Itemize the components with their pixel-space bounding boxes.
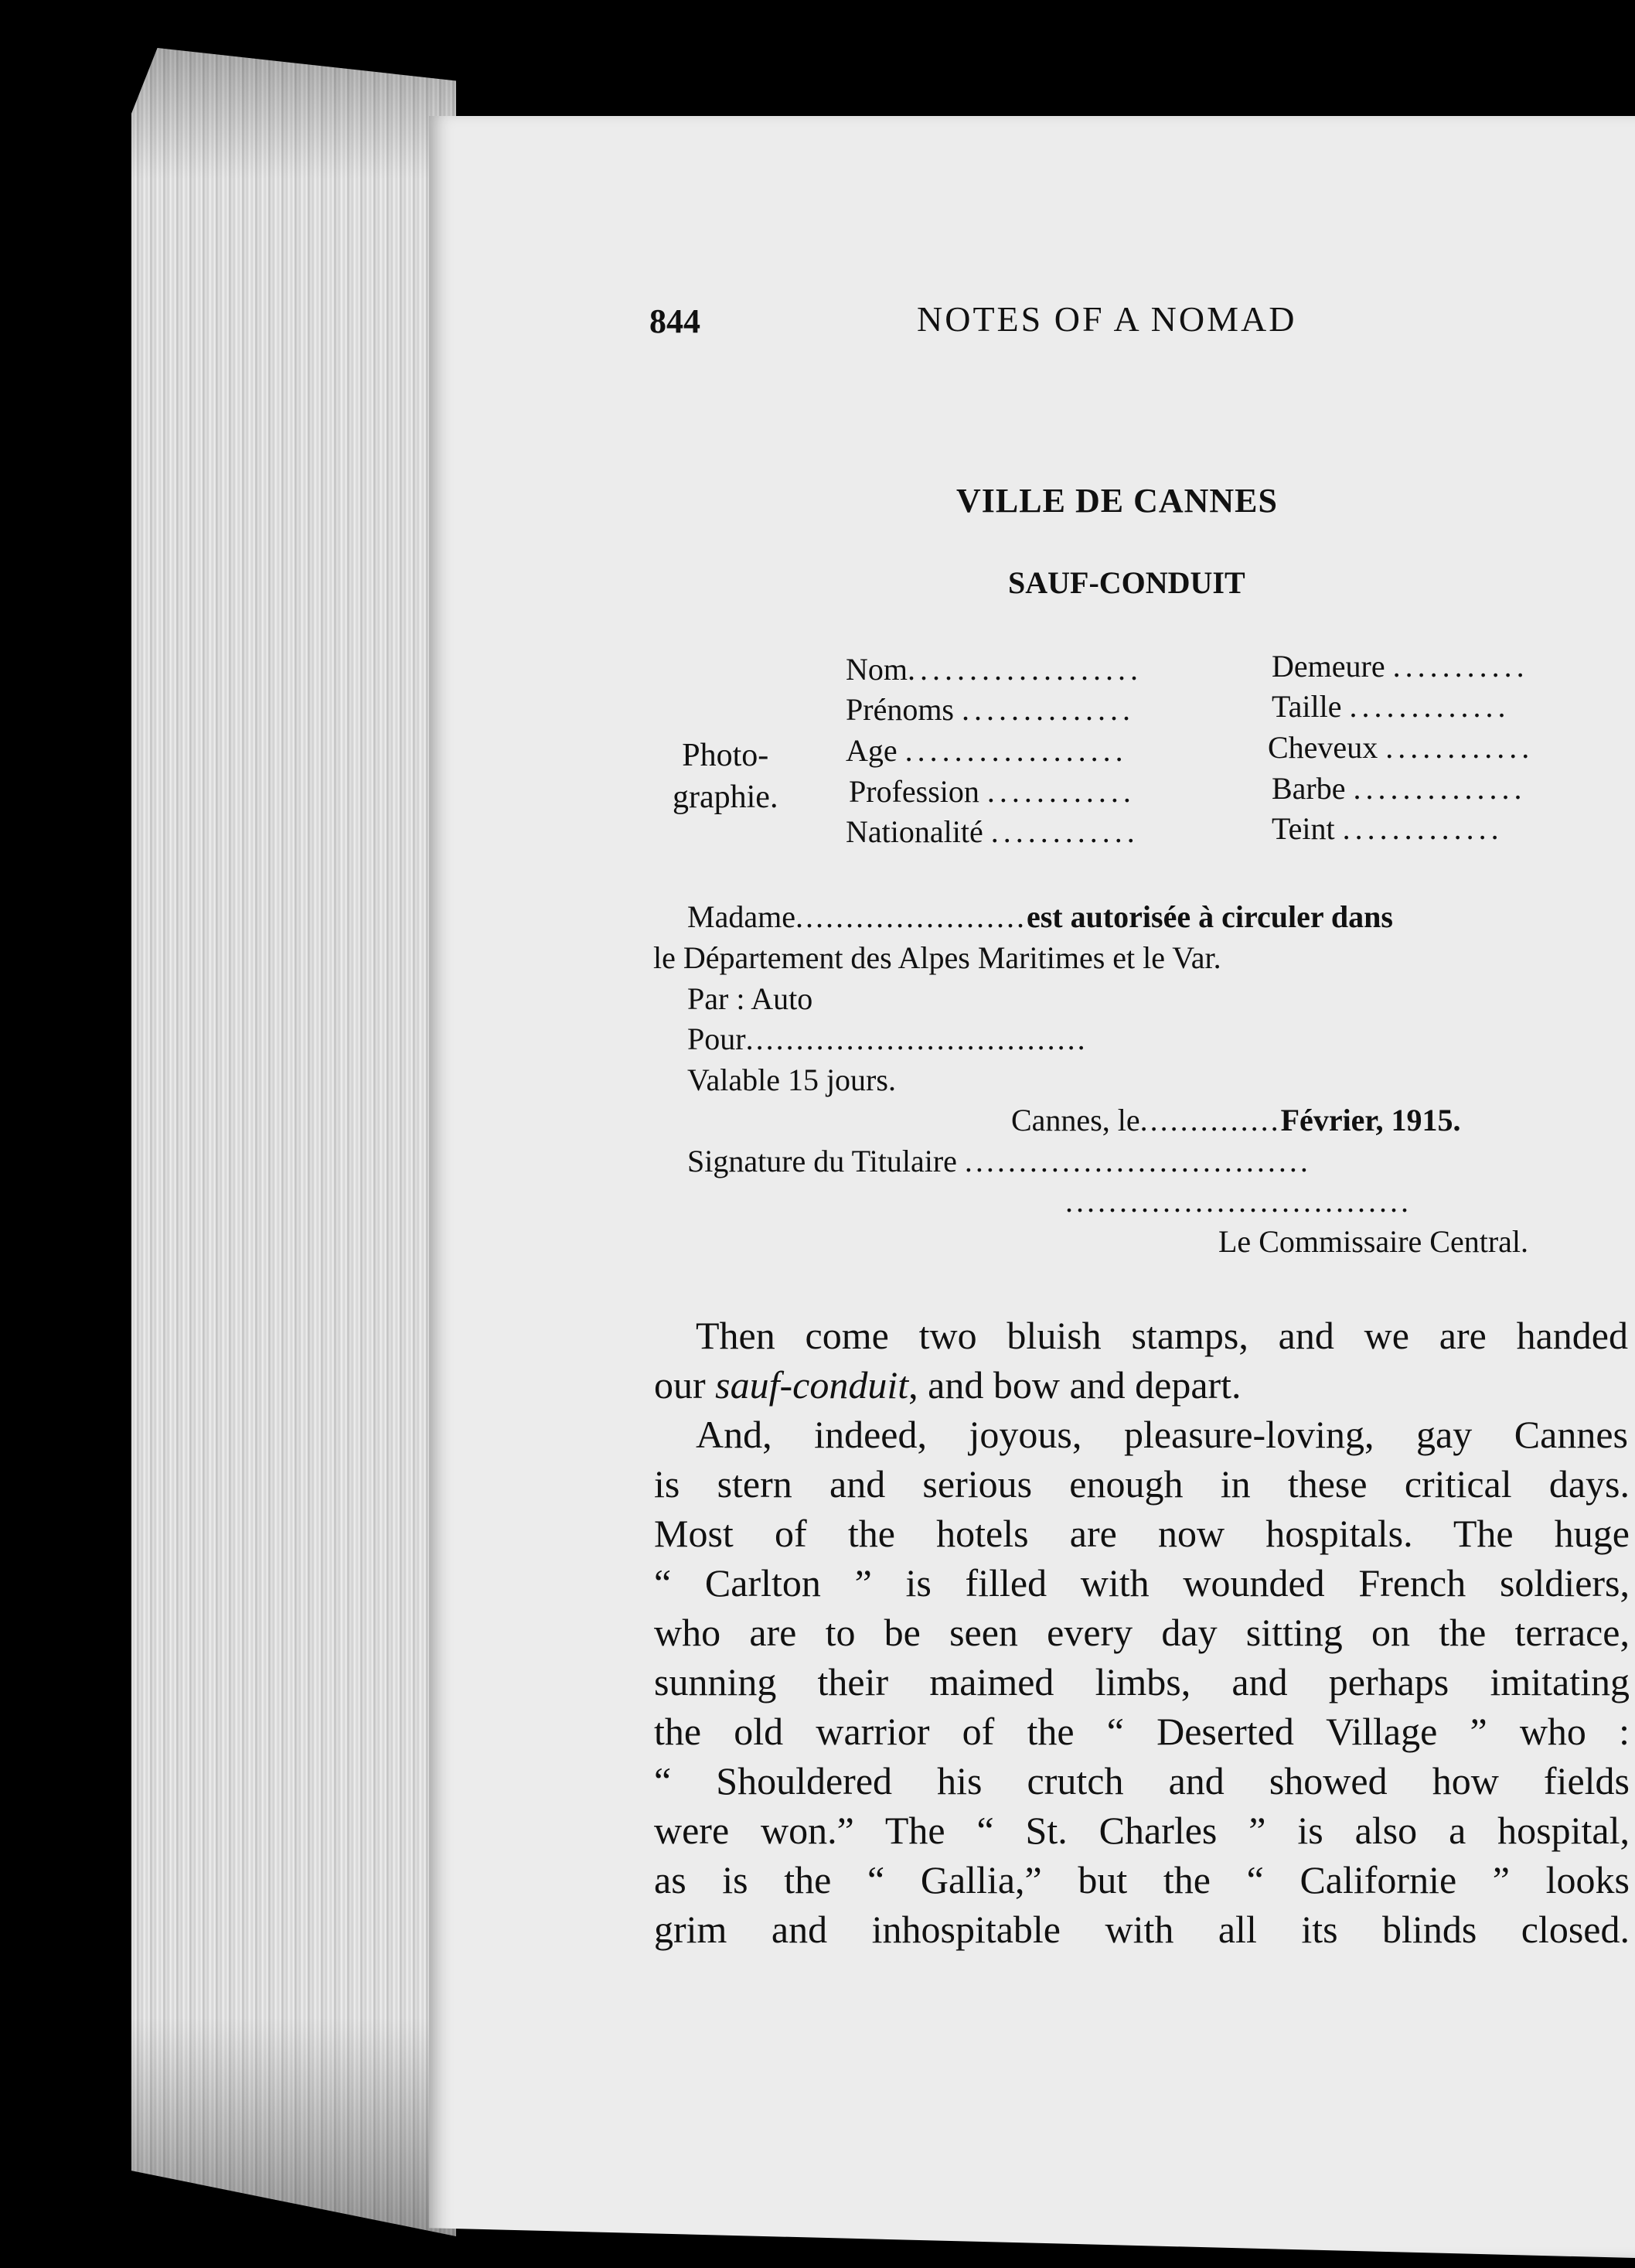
- photo-label-1: Photo-: [682, 738, 769, 773]
- body-line-3: And, indeed, joyous, pleasure-loving, gay Cannes: [696, 1413, 1628, 1456]
- form-field-barbe: Barbe ..............: [1272, 771, 1527, 806]
- form-subtitle: SAUF-CONDUIT: [1008, 565, 1245, 600]
- form-field-cheveux: Cheveux ............: [1268, 730, 1535, 765]
- body-line-7: who are to be seen every day sitting on the terrace,: [654, 1611, 1630, 1654]
- commissaire-line: Le Commissaire Central.: [1218, 1224, 1529, 1259]
- body-line-5: Most of the hotels are now hospitals. The huge: [654, 1512, 1630, 1555]
- form-field-age: Age ..................: [846, 733, 1128, 768]
- body-line-12: as is the “ Gallia,” but the “ Californie ” looks: [654, 1858, 1630, 1901]
- photo-label-2: graphie.: [673, 779, 778, 815]
- body-line-6: “ Carlton ” is filled with wounded French soldiers,: [654, 1561, 1630, 1605]
- body-line-13: grim and inhospitable with all its blinds closed.: [654, 1908, 1630, 1951]
- date-line: Cannes, le..............Février, 1915.: [1011, 1103, 1461, 1137]
- form-field-nationalite: Nationalité ............: [846, 814, 1139, 849]
- page-number: 844: [649, 302, 700, 340]
- form-field-prenoms: Prénoms ..............: [846, 692, 1135, 727]
- madame-line: Madame.......................est autorisée à circuler dans: [687, 899, 1393, 934]
- form-title: VILLE DE CANNES: [956, 482, 1278, 520]
- valable-line: Valable 15 jours.: [687, 1062, 896, 1097]
- body-line-11: were won.” The “ St. Charles ” is also a hospital,: [654, 1809, 1630, 1852]
- body-line-4: is stern and serious enough in these critical days.: [654, 1462, 1630, 1506]
- par-line: Par : Auto: [687, 981, 813, 1016]
- form-field-profession: Profession ............: [849, 774, 1136, 809]
- form-field-teint: Teint .............: [1272, 811, 1504, 846]
- book-page-edges: [131, 48, 456, 2236]
- form-field-demeure: Demeure ...........: [1272, 649, 1529, 684]
- departement-line: le Département des Alpes Maritimes et le Var.: [653, 940, 1221, 975]
- form-field-nom: Nom...................: [846, 652, 1143, 687]
- form-field-taille: Taille .............: [1272, 689, 1511, 724]
- running-head: NOTES OF A NOMAD: [917, 299, 1297, 339]
- signature-dots-line: ................................: [1065, 1184, 1412, 1219]
- body-line-2: our sauf-conduit, and bow and depart.: [654, 1363, 1242, 1407]
- body-line-1: Then come two bluish stamps, and we are handed: [696, 1314, 1628, 1357]
- photo-placeholder: [673, 735, 778, 818]
- signature-line: Signature du Titulaire ................................: [687, 1144, 1311, 1178]
- body-line-9: the old warrior of the “ Deserted Village ” who :: [654, 1710, 1630, 1753]
- pour-line: Pour..................................: [687, 1021, 1088, 1056]
- body-line-10: “ Shouldered his crutch and showed how fields: [654, 1759, 1630, 1802]
- body-line-8: sunning their maimed limbs, and perhaps imitating: [654, 1660, 1630, 1704]
